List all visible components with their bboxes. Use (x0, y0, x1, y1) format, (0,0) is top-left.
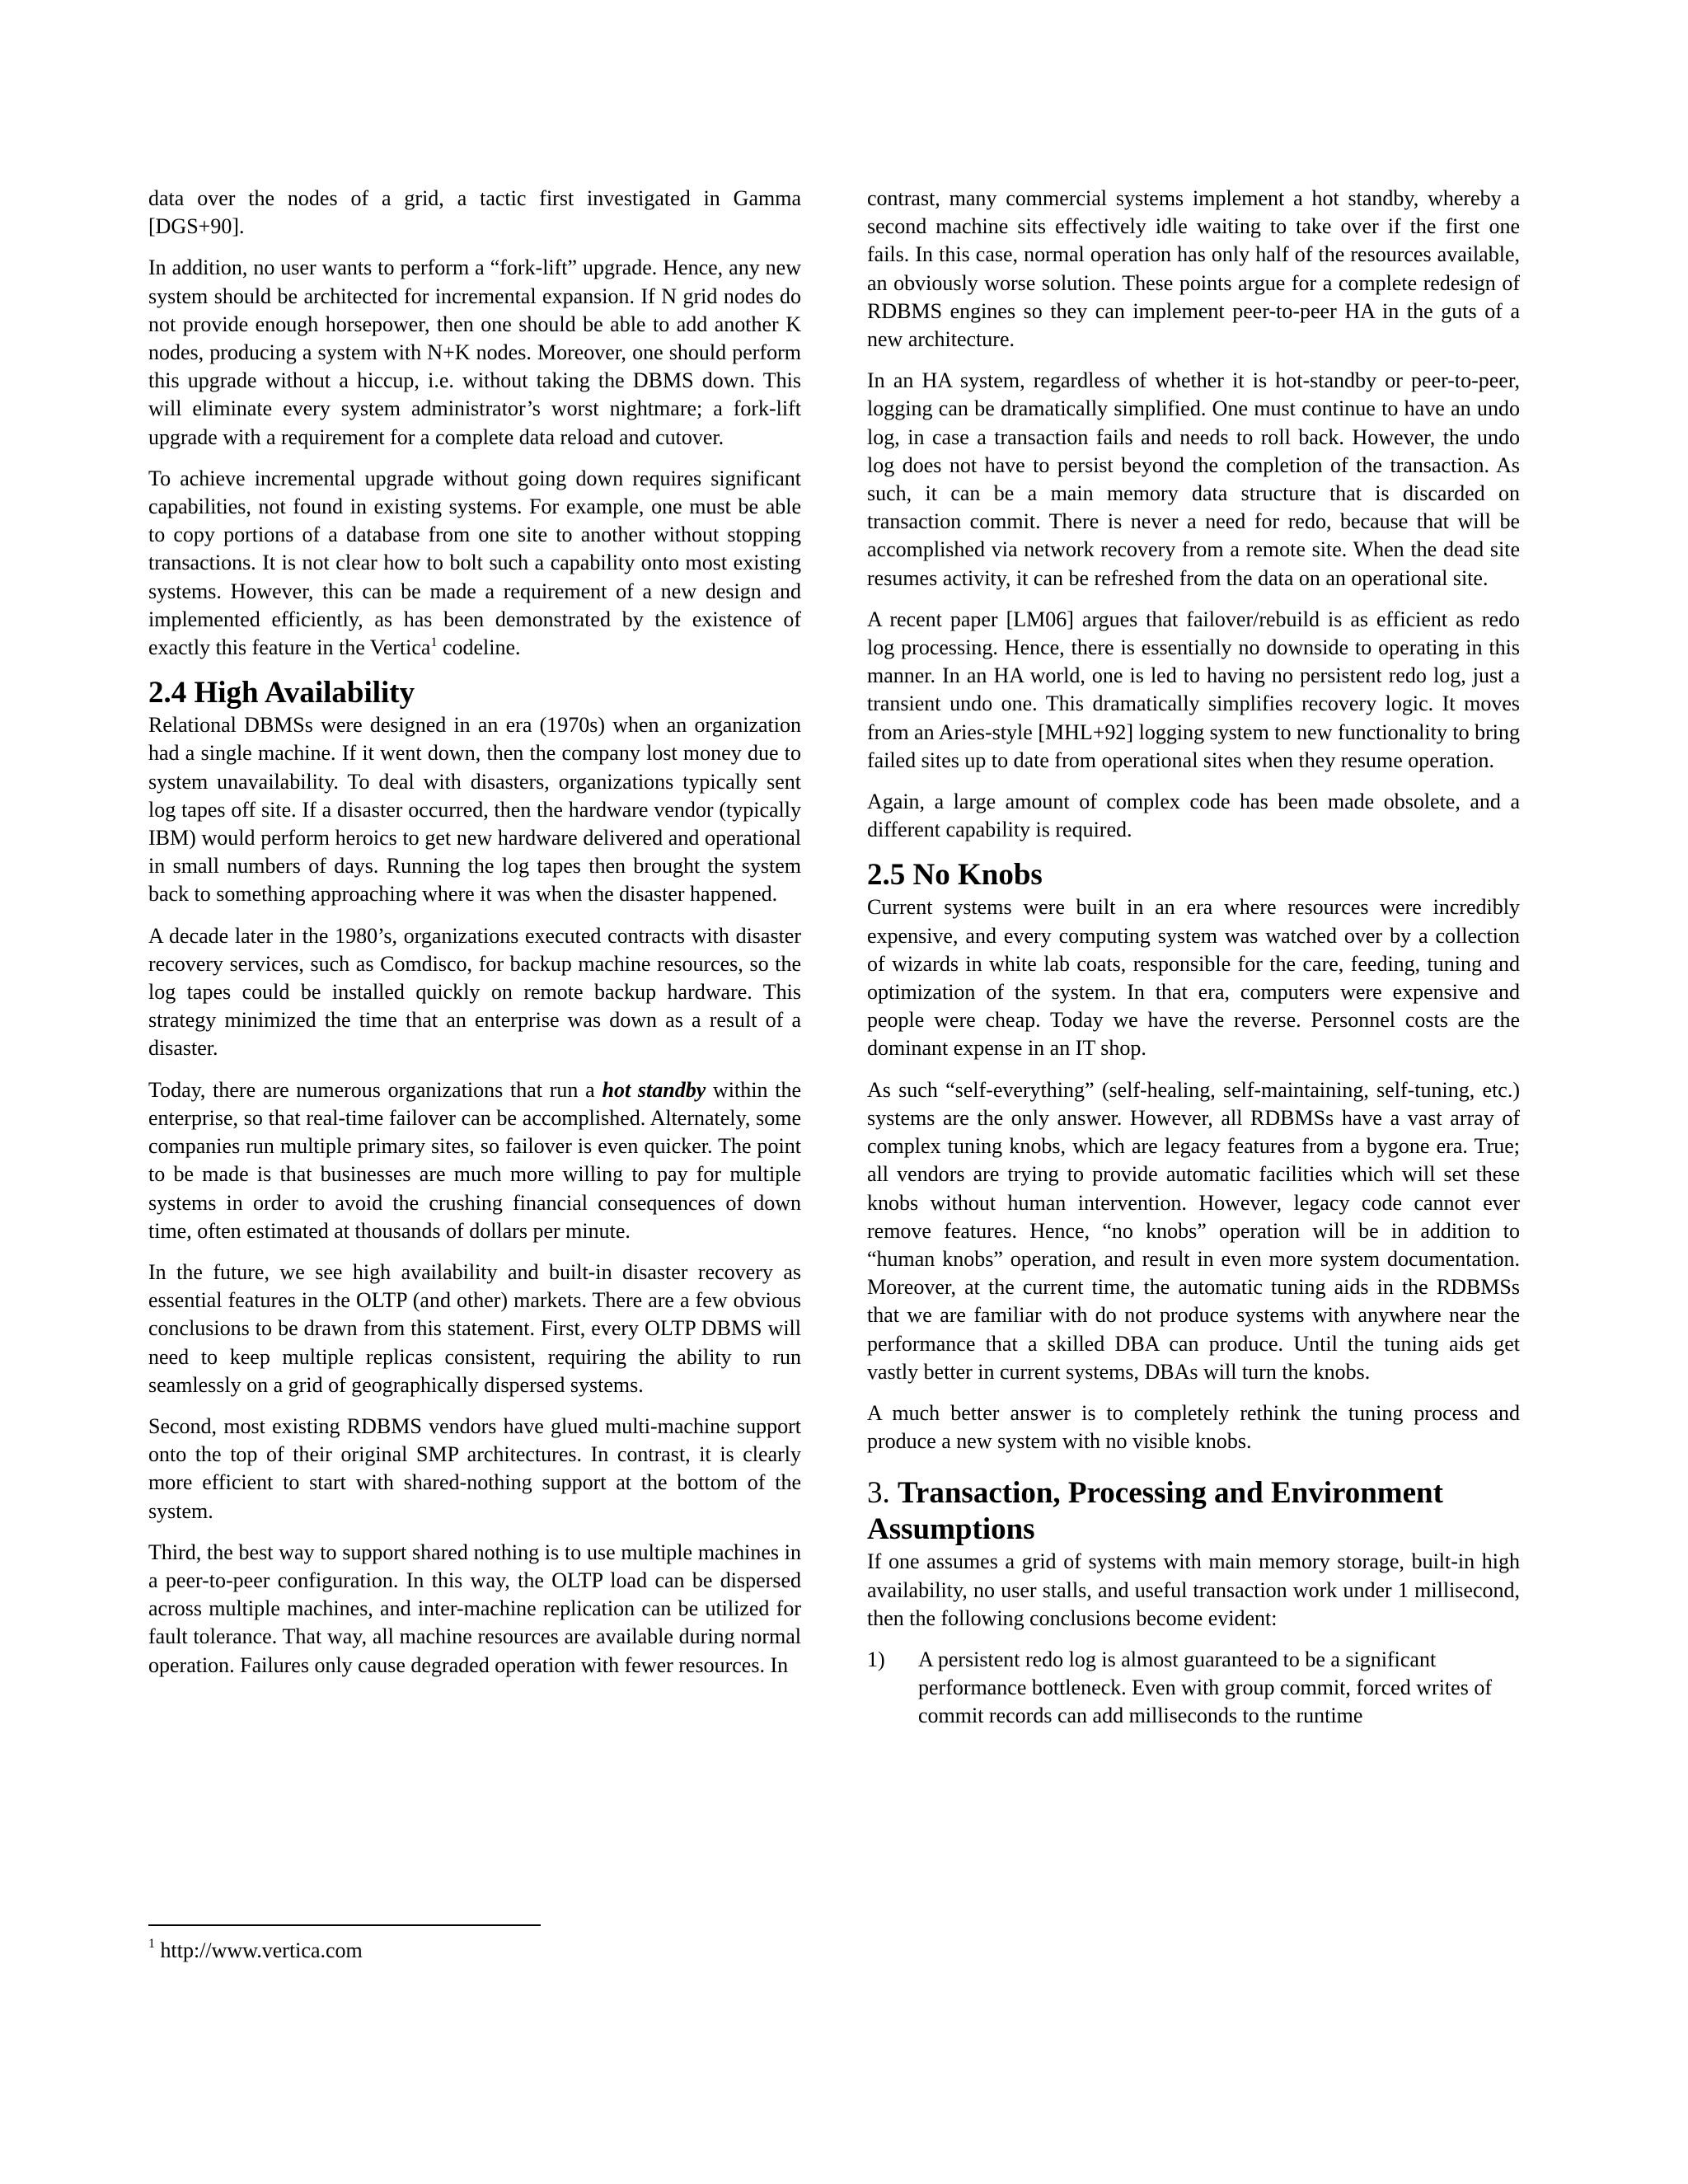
paragraph (148, 465, 801, 662)
paragraph: Relational DBMSs were designed in an era (1970s) when an organization had a single machine. If it went down, then the company lost money due to system unavailability. To deal with disasters, organizations typically sent log tapes off site. If a disaster occurred, then the hardware vendor (typically IBM) would perform heroics to get new hardware delivered and operational in small numbers of days. Running the log tapes then brought the system back to something approaching where it was when the disaster happened. (148, 713, 801, 907)
section-heading-assumptions (867, 1475, 1520, 1548)
right-column (867, 185, 1520, 1731)
paragraph: Current systems were built in an era where resources were incredibly expensive, and every computing system was watched over by a collection of wizards in white lab coats, responsible for the care, feeding, tuning and optimization of the system. In that era, computers were expensive and people were cheap. Today we have the reverse. Personnel costs are the dominant expense in an IT shop. (867, 895, 1520, 1061)
paragraph: A much better answer is to completely rethink the tuning process and produce a new system with no visible knobs. (867, 1400, 1520, 1454)
paragraph: In the future, we see high availability and built-in disaster recovery as essential features in the OLTP (and other) markets. There are a few obvious conclusions to be drawn from this statement. First, every OLTP DBMS will need to keep multiple replicas consistent, requiring the ability to run seamlessly on a grid of geographically dispersed systems. (148, 1259, 801, 1397)
paragraph: A recent paper [LM06] argues that failover/rebuild is as efficient as redo log processing. Hence, there is essentially no downside to operating in this manner. In an HA world, one is led to having no persistent redo log, just a transient undo one. This dramatically simplifies recovery logic. It moves from an Aries-style [MHL+92] logging system to new functionality to bring failed sites up to date from operational sites when they resume operation. (867, 607, 1520, 772)
footnote-text: http://www.vertica.com (155, 1938, 363, 1962)
left-column (148, 185, 801, 1693)
paragraph: In addition, no user wants to perform a “fork-lift” upgrade. Hence, any new system should be architected for incremental expansion. If N grid nodes do not provide enough horsepower, then one should be able to add another K nodes, producing a system with N+K nodes. Moreover, one should perform this upgrade without a hiccup, i.e. without taking the DBMS down. This will eliminate every system administrator’s worst nightmare; a fork-lift upgrade with a requirement for a complete data reload and cutover. (148, 255, 801, 449)
paragraph-text: codeline. (437, 635, 521, 660)
section-heading-no-knobs: 2.5 No Knobs (867, 858, 1043, 893)
paragraph: Again, a large amount of complex code has been made obsolete, and a different capability is required. (867, 790, 1520, 842)
numbered-list (867, 1646, 1520, 1731)
section-title: Transaction, Processing and Environment Assumptions (867, 1476, 1443, 1547)
list-item (867, 1646, 1515, 1731)
section-heading-high-availability: 2.4 High Availability (148, 676, 415, 710)
paragraph: A decade later in the 1980’s, organizations executed contracts with disaster recovery services, such as Comdisco, for backup machine resources, so the log tapes could be installed quickly on remote backup hardware. This strategy minimized the time that an enterprise was down as a result of a disaster. (148, 923, 801, 1061)
emphasis-hot-standby: hot standby (602, 1077, 706, 1102)
footnote-marker: 1 (148, 1937, 155, 1951)
paragraph-text: To achieve incremental upgrade without going down requires significant capabilities, not found in existing systems. For example, one must be able to copy portions of a database from one site to another without stopping transactions. It is not clear how to bolt such a capability onto most existing systems. However, this can be made a requirement of a new design and implemented efficiently, as has been demonstrated by the existence of exactly this feature in the Vertica (148, 466, 801, 660)
section-number: 3. (867, 1476, 898, 1511)
paragraph-text: Today, there are numerous organizations that run a (148, 1077, 603, 1102)
paragraph: As such “self-everything” (self-healing, self-maintaining, self-tuning, etc.) systems are the only answer. However, all RDBMSs have a vast array of complex tuning knobs, which are legacy features from a bygone era. True; all vendors are trying to provide automatic facilities which will set these knobs without human intervention. However, legacy code cannot ever remove features. Hence, “no knobs” operation will be in addition to “human knobs” operation, and result in even more system documentation. Moreover, at the current time, the automatic tuning aids in the RDBMSs that we are familiar with do not produce systems with anywhere near the performance that a skilled DBA can produce. Until the tuning aids get vastly better in current systems, DBAs will turn the knobs. (867, 1077, 1520, 1384)
list-marker: 1) (867, 1647, 885, 1671)
paragraph: Second, most existing RDBMS vendors have glued multi-machine support onto the top of their original SMP architectures. In contrast, it is clearly more efficient to start with shared-nothing support at the bottom of the system. (148, 1413, 801, 1523)
footnote-divider (148, 1924, 541, 1926)
paragraph-text: within the enterprise, so that real-time failover can be accomplished. Alternately, some companies run multiple primary sites, so failover is even quicker. The point to be made is that businesses are much more willing to pay for multiple systems in order to avoid the crushing financial consequences of down time, often estimated at thousands of dollars per minute. (148, 1077, 801, 1243)
paragraph: In an HA system, regardless of whether it is hot-standby or peer-to-peer, logging can be dramatically simplified. One must continue to have an undo log, in case a transaction fails and needs to roll back. However, the undo log does not have to persist beyond the completion of the transaction. As such, it can be a main memory data structure that is discarded on transaction commit. There is never a need for redo, because that will be accomplished via network recovery from a remote site. When the dead site resumes activity, it can be refreshed from the data on an operational site. (867, 368, 1520, 590)
paragraph: contrast, many commercial systems implement a hot standby, whereby a second machine sits effectively idle waiting to take over if the first one fails. In this case, normal operation has only half of the resources available, an obviously worse solution. These points argue for a complete redesign of RDBMS engines so they can implement peer-to-peer HA in the guts of a new architecture. (867, 186, 1520, 352)
paragraph: If one assumes a grid of systems with main memory storage, built-in high availability, no user stalls, and useful transaction work under 1 millisecond, then the following conclusions become evident: (867, 1549, 1520, 1630)
list-item-text: A persistent redo log is almost guaranteed to be a significant performance bottleneck. Even with group commit, forced writes of commit records can add milliseconds to the runtime (918, 1647, 1492, 1728)
footnote (148, 1937, 363, 1965)
paragraph (148, 1076, 801, 1245)
footnote-ref: 1 (430, 635, 438, 650)
paragraph: data over the nodes of a grid, a tactic first investigated in Gamma [DGS+90]. (148, 186, 801, 239)
paragraph: Third, the best way to support shared nothing is to use multiple machines in a peer-to-peer configuration. In this way, the OLTP load can be dispersed across multiple machines, and inter-machine replication can be utilized for fault tolerance. That way, all machine resources are available during normal operation. Failures only cause degraded operation with fewer resources. In (148, 1540, 801, 1677)
